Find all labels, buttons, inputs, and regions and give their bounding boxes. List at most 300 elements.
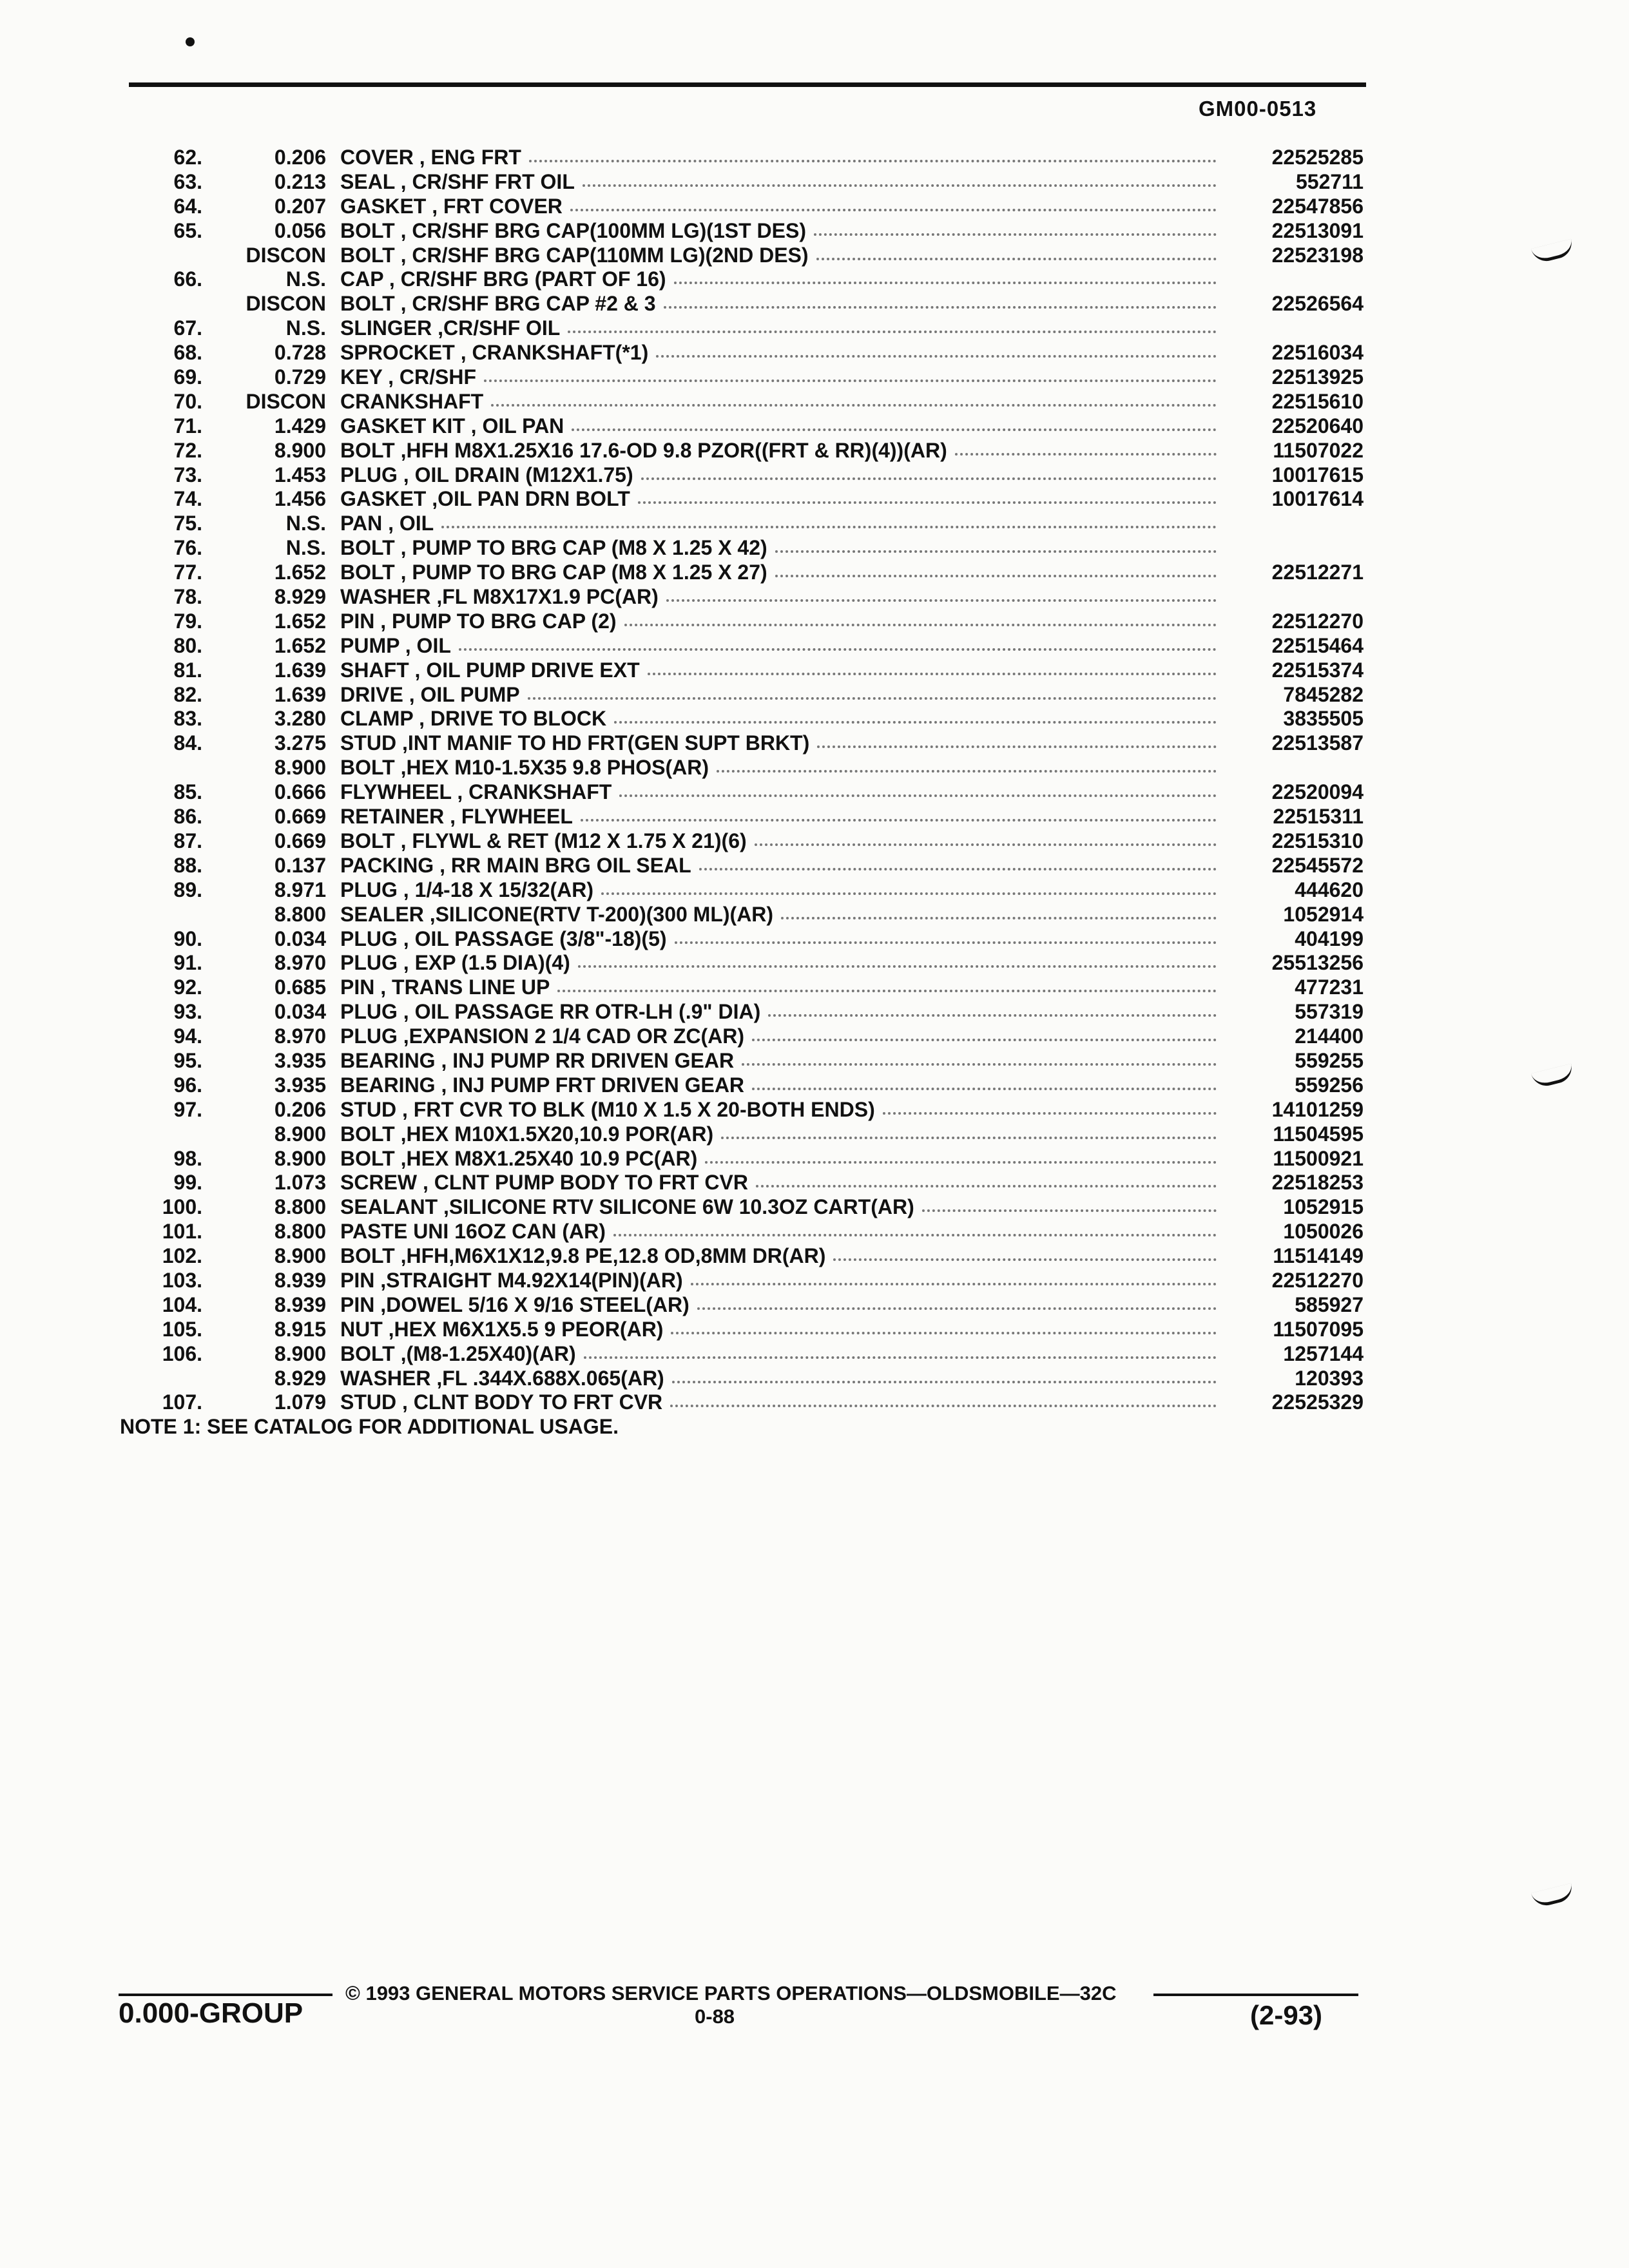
- part-description: FLYWHEEL , CRANKSHAFT: [340, 780, 612, 804]
- part-description: PIN ,STRAIGHT M4.92X14(PIN)(AR): [340, 1268, 683, 1292]
- leader-dots: [922, 1195, 1217, 1212]
- item-number: 103.: [162, 1268, 202, 1292]
- price-code: 8.900: [274, 1341, 326, 1365]
- leader-dots: [581, 805, 1217, 822]
- part-row: [0, 1122, 1629, 1147]
- item-number: 76.: [173, 536, 202, 560]
- item-number: 104.: [162, 1293, 202, 1316]
- part-number: 22523198: [1271, 243, 1364, 267]
- part-number: 1257144: [1283, 1341, 1364, 1365]
- part-row: [0, 927, 1629, 952]
- item-number: 81.: [173, 658, 202, 682]
- leader-dots: [570, 195, 1217, 211]
- price-code: 8.970: [274, 951, 326, 975]
- price-code: 1.429: [274, 414, 326, 437]
- price-code: 1.652: [274, 561, 326, 584]
- part-row: [0, 1049, 1629, 1073]
- part-row: [0, 267, 1629, 292]
- item-number: 96.: [173, 1073, 202, 1097]
- part-description-cell: [340, 878, 1217, 903]
- part-number: 22520094: [1271, 780, 1364, 804]
- leader-dots: [459, 634, 1217, 651]
- part-number: 444620: [1295, 878, 1364, 901]
- item-number: 69.: [173, 365, 202, 389]
- part-description: PLUG , OIL DRAIN (M12X1.75): [340, 463, 633, 486]
- item-number: 94.: [173, 1024, 202, 1048]
- part-number: 214400: [1295, 1024, 1364, 1048]
- part-number: 22547856: [1271, 194, 1364, 218]
- part-description-cell: [340, 829, 1217, 854]
- price-code: 1.073: [274, 1171, 326, 1195]
- page-number: 0-88: [695, 2005, 735, 2028]
- part-row: [0, 805, 1629, 829]
- leader-dots: [656, 341, 1217, 358]
- item-number: 87.: [173, 829, 202, 852]
- leader-dots: [717, 756, 1217, 773]
- part-number: 22515311: [1273, 805, 1364, 829]
- item-number: 100.: [162, 1195, 202, 1219]
- part-row: [0, 829, 1629, 854]
- part-number: 10017615: [1271, 463, 1364, 486]
- part-description: BEARING , INJ PUMP RR DRIVEN GEAR: [340, 1048, 735, 1072]
- part-description-cell: [340, 341, 1217, 365]
- item-number: 85.: [173, 780, 202, 804]
- price-code: 0.666: [274, 780, 326, 804]
- part-row: [0, 1367, 1629, 1391]
- part-description: WASHER ,FL .344X.688X.065(AR): [340, 1366, 664, 1390]
- item-number: 102.: [162, 1244, 202, 1268]
- item-number: 64.: [173, 194, 202, 218]
- part-row: [0, 390, 1629, 414]
- price-code: N.S.: [285, 316, 326, 340]
- part-description: GASKET KIT , OIL PAN: [340, 414, 564, 437]
- leader-dots: [697, 1293, 1217, 1310]
- part-row: [0, 707, 1629, 731]
- part-number: 14101259: [1271, 1097, 1364, 1121]
- leader-dots: [584, 1342, 1217, 1359]
- part-description-cell: [340, 707, 1217, 731]
- part-number: 11514149: [1273, 1244, 1364, 1268]
- leader-dots: [752, 1073, 1217, 1090]
- part-description: SPROCKET , CRANKSHAFT(*1): [340, 341, 649, 365]
- item-number: 71.: [173, 414, 202, 437]
- part-description-cell: [340, 927, 1217, 952]
- part-row: [0, 146, 1629, 170]
- part-description-cell: [340, 805, 1217, 829]
- price-code: 1.652: [274, 633, 326, 657]
- item-number: 107.: [162, 1390, 202, 1414]
- leader-dots: [814, 219, 1217, 236]
- item-number: 75.: [173, 512, 202, 535]
- part-row: [0, 536, 1629, 561]
- part-row: [0, 756, 1629, 780]
- part-row: [0, 1269, 1629, 1293]
- part-row: [0, 512, 1629, 536]
- part-row: [0, 1318, 1629, 1342]
- item-number: 84.: [173, 731, 202, 755]
- part-number: 22513925: [1271, 365, 1364, 389]
- item-number: 72.: [173, 438, 202, 462]
- part-description-cell: [340, 316, 1217, 341]
- part-number: 557319: [1295, 1000, 1364, 1024]
- item-number: 93.: [173, 1000, 202, 1024]
- part-number: 404199: [1295, 927, 1364, 950]
- part-description-cell: [340, 1367, 1217, 1391]
- part-description: PLUG , 1/4-18 X 15/32(AR): [340, 878, 594, 901]
- part-number: 22526564: [1271, 292, 1364, 316]
- price-code: 3.275: [274, 731, 326, 755]
- price-code: 8.939: [274, 1293, 326, 1316]
- part-number: 22512271: [1271, 561, 1364, 584]
- price-code: 3.280: [274, 707, 326, 731]
- part-description: SEALANT ,SILICONE RTV SILICONE 6W 10.3OZ CART(AR): [340, 1195, 914, 1219]
- part-row: [0, 365, 1629, 390]
- part-number: 3835505: [1283, 707, 1364, 731]
- item-number: 68.: [173, 341, 202, 365]
- part-description: SEAL , CR/SHF FRT OIL: [340, 169, 575, 193]
- part-row: [0, 951, 1629, 975]
- part-description-cell: [340, 1049, 1217, 1073]
- price-code: 0.206: [274, 1097, 326, 1121]
- part-row: [0, 903, 1629, 927]
- item-number: 92.: [173, 975, 202, 999]
- part-number: 559255: [1295, 1048, 1364, 1072]
- part-description: PLUG , OIL PASSAGE RR OTR-LH (.9" DIA): [340, 1000, 761, 1024]
- part-number: 22545572: [1271, 853, 1364, 877]
- part-description-cell: [340, 1024, 1217, 1049]
- price-code: 8.800: [274, 1195, 326, 1219]
- copyright-line: © 1993 GENERAL MOTORS SERVICE PARTS OPERATIONS—OLDSMOBILE—32C: [345, 1982, 1117, 2004]
- part-number: 22515374: [1271, 658, 1364, 682]
- leader-dots: [775, 561, 1217, 577]
- part-description-cell: [340, 1073, 1217, 1098]
- leader-dots: [756, 1171, 1217, 1187]
- part-description-cell: [340, 195, 1217, 219]
- top-rule: [129, 82, 1366, 87]
- item-number: 101.: [162, 1220, 202, 1244]
- item-number: 78.: [173, 585, 202, 609]
- part-row: [0, 610, 1629, 634]
- part-row: [0, 854, 1629, 878]
- leader-dots: [675, 927, 1217, 944]
- part-description: SCREW , CLNT PUMP BODY TO FRT CVR: [340, 1171, 748, 1195]
- part-description-cell: [340, 146, 1217, 170]
- leader-dots: [955, 439, 1217, 456]
- part-description: CRANKSHAFT: [340, 389, 484, 413]
- leader-dots: [666, 585, 1217, 602]
- part-description-cell: [340, 1342, 1217, 1367]
- leader-dots: [768, 1000, 1217, 1017]
- part-row: [0, 634, 1629, 658]
- price-code: 0.729: [274, 365, 326, 389]
- part-row: [0, 1342, 1629, 1367]
- leader-dots: [484, 365, 1217, 382]
- leader-dots: [664, 292, 1217, 309]
- part-number: 25513256: [1271, 951, 1364, 975]
- part-number: 22512270: [1271, 609, 1364, 633]
- leader-dots: [817, 731, 1217, 748]
- part-row: [0, 585, 1629, 610]
- leader-dots: [721, 1122, 1217, 1139]
- part-row: [0, 316, 1629, 341]
- part-row: [0, 1390, 1629, 1415]
- document-id: GM00-0513: [1199, 97, 1317, 120]
- price-code: 8.800: [274, 1220, 326, 1244]
- item-number: 70.: [173, 389, 202, 413]
- part-description: BOLT , FLYWL & RET (M12 X 1.75 X 21)(6): [340, 829, 747, 852]
- price-code: 0.685: [274, 975, 326, 999]
- footnote: NOTE 1: SEE CATALOG FOR ADDITIONAL USAGE.: [120, 1415, 619, 1438]
- leader-dots: [705, 1147, 1217, 1164]
- part-number: 22515464: [1271, 633, 1364, 657]
- leader-dots: [624, 610, 1217, 626]
- price-code: N.S.: [285, 267, 326, 291]
- part-description-cell: [340, 439, 1217, 463]
- part-row: [0, 1024, 1629, 1049]
- leader-dots: [614, 707, 1217, 724]
- part-description: BOLT ,(M8-1.25X40)(AR): [340, 1341, 576, 1365]
- part-description: STUD , CLNT BODY TO FRT CVR: [340, 1390, 663, 1414]
- part-number: 22525329: [1271, 1390, 1364, 1414]
- part-row: [0, 780, 1629, 805]
- part-row: [0, 341, 1629, 365]
- leader-dots: [601, 878, 1217, 895]
- price-code: 0.034: [274, 1000, 326, 1024]
- part-row: [0, 170, 1629, 195]
- leader-dots: [672, 1367, 1217, 1383]
- part-description: BOLT ,HEX M10-1.5X35 9.8 PHOS(AR): [340, 756, 709, 780]
- leader-dots: [752, 1024, 1217, 1041]
- part-description: BOLT , PUMP TO BRG CAP (M8 X 1.25 X 27): [340, 561, 767, 584]
- leader-dots: [755, 829, 1217, 846]
- part-description-cell: [340, 487, 1217, 512]
- part-description-cell: [340, 561, 1217, 585]
- part-description: BOLT ,HFH M8X1.25X16 17.6-OD 9.8 PZOR((FRT & RR)(4))(AR): [340, 438, 947, 462]
- part-description: PIN , PUMP TO BRG CAP (2): [340, 609, 617, 633]
- part-description-cell: [340, 1390, 1217, 1415]
- part-description: PLUG ,EXPANSION 2 1/4 CAD OR ZC(AR): [340, 1024, 745, 1048]
- leader-dots: [638, 487, 1217, 504]
- part-row: [0, 1000, 1629, 1024]
- price-code: DISCON: [246, 389, 326, 413]
- price-code: 8.900: [274, 756, 326, 780]
- punch-dot: [186, 37, 195, 46]
- part-description-cell: [340, 1220, 1217, 1244]
- part-description: BOLT , CR/SHF BRG CAP(110MM LG)(2ND DES): [340, 243, 809, 267]
- part-description-cell: [340, 1147, 1217, 1171]
- item-number: 77.: [173, 561, 202, 584]
- item-number: 73.: [173, 463, 202, 486]
- part-description: COVER , ENG FRT: [340, 146, 521, 169]
- price-code: 8.970: [274, 1024, 326, 1048]
- price-code: 3.935: [274, 1073, 326, 1097]
- item-number: 65.: [173, 218, 202, 242]
- price-code: N.S.: [285, 536, 326, 560]
- price-code: 8.900: [274, 1122, 326, 1146]
- part-description-cell: [340, 1269, 1217, 1293]
- part-number: 7845282: [1283, 682, 1364, 706]
- part-number: 585927: [1295, 1293, 1364, 1316]
- item-number: 99.: [173, 1171, 202, 1195]
- part-number: 22520640: [1271, 414, 1364, 437]
- part-number: 22516034: [1271, 341, 1364, 365]
- price-code: 1.639: [274, 682, 326, 706]
- price-code: 0.137: [274, 853, 326, 877]
- price-code: 3.935: [274, 1048, 326, 1072]
- part-description-cell: [340, 219, 1217, 244]
- part-description-cell: [340, 585, 1217, 610]
- leader-dots: [619, 780, 1217, 797]
- price-code: 0.207: [274, 194, 326, 218]
- part-description: BEARING , INJ PUMP FRT DRIVEN GEAR: [340, 1073, 745, 1097]
- leader-dots: [641, 463, 1217, 480]
- part-row: [0, 1073, 1629, 1098]
- part-description-cell: [340, 756, 1217, 780]
- price-code: 0.669: [274, 829, 326, 852]
- part-description: CAP , CR/SHF BRG (PART OF 16): [340, 267, 666, 291]
- part-row: [0, 219, 1629, 244]
- part-number: 477231: [1295, 975, 1364, 999]
- parts-list: [0, 146, 1629, 1415]
- part-description: BOLT ,HEX M10X1.5X20,10.9 POR(AR): [340, 1122, 714, 1146]
- part-description: STUD ,INT MANIF TO HD FRT(GEN SUPT BRKT): [340, 731, 810, 755]
- part-row: [0, 1195, 1629, 1220]
- price-code: DISCON: [246, 292, 326, 316]
- part-description: PIN , TRANS LINE UP: [340, 975, 550, 999]
- margin-tick-mark: [1531, 1883, 1575, 1909]
- part-number: 10017614: [1271, 487, 1364, 511]
- part-description-cell: [340, 1244, 1217, 1269]
- part-description-cell: [340, 1000, 1217, 1024]
- part-number: 22513091: [1271, 218, 1364, 242]
- part-number: 22513587: [1271, 731, 1364, 755]
- leader-dots: [557, 975, 1217, 992]
- part-description-cell: [340, 634, 1217, 658]
- part-description: SEALER ,SILICONE(RTV T-200)(300 ML)(AR): [340, 902, 774, 926]
- part-number: 120393: [1295, 1366, 1364, 1390]
- price-code: 1.453: [274, 463, 326, 486]
- part-row: [0, 561, 1629, 585]
- part-description-cell: [340, 244, 1217, 268]
- leader-dots: [671, 1318, 1217, 1334]
- part-description-cell: [340, 683, 1217, 707]
- leader-dots: [568, 316, 1217, 333]
- part-description-cell: [340, 903, 1217, 927]
- part-row: [0, 414, 1629, 439]
- leader-dots: [528, 683, 1217, 700]
- price-code: 0.056: [274, 218, 326, 242]
- item-number: 63.: [173, 169, 202, 193]
- part-description-cell: [340, 731, 1217, 756]
- item-number: 62.: [173, 146, 202, 169]
- part-row: [0, 463, 1629, 488]
- part-row: [0, 487, 1629, 512]
- price-code: 8.915: [274, 1317, 326, 1341]
- leader-dots: [775, 536, 1217, 553]
- leader-dots: [742, 1049, 1217, 1066]
- item-number: 95.: [173, 1048, 202, 1072]
- part-row: [0, 1147, 1629, 1171]
- part-description: SHAFT , OIL PUMP DRIVE EXT: [340, 658, 640, 682]
- part-row: [0, 1098, 1629, 1122]
- item-number: 79.: [173, 609, 202, 633]
- leader-dots: [833, 1244, 1217, 1261]
- price-code: 8.900: [274, 1244, 326, 1268]
- part-description: GASKET , FRT COVER: [340, 194, 563, 218]
- item-number: 86.: [173, 805, 202, 829]
- part-number: 552711: [1295, 169, 1364, 193]
- part-description-cell: [340, 1293, 1217, 1318]
- leader-dots: [613, 1220, 1217, 1236]
- leader-dots: [674, 267, 1217, 284]
- part-description: PIN ,DOWEL 5/16 X 9/16 STEEL(AR): [340, 1293, 689, 1316]
- price-code: 1.652: [274, 609, 326, 633]
- part-description-cell: [340, 414, 1217, 439]
- item-number: 90.: [173, 927, 202, 950]
- leader-dots: [883, 1098, 1217, 1115]
- part-description: PACKING , RR MAIN BRG OIL SEAL: [340, 853, 691, 877]
- price-code: DISCON: [246, 243, 326, 267]
- part-description: BOLT , CR/SHF BRG CAP #2 & 3: [340, 292, 656, 316]
- part-description: BOLT ,HFH,M6X1X12,9.8 PE,12.8 OD,8MM DR(AR): [340, 1244, 826, 1268]
- part-number: 1050026: [1283, 1220, 1364, 1244]
- part-number: 11507022: [1273, 438, 1364, 462]
- part-description-cell: [340, 780, 1217, 805]
- part-description: BOLT , CR/SHF BRG CAP(100MM LG)(1ST DES): [340, 218, 806, 242]
- part-description-cell: [340, 854, 1217, 878]
- part-description-cell: [340, 610, 1217, 634]
- item-number: 74.: [173, 487, 202, 511]
- part-description-cell: [340, 365, 1217, 390]
- part-description-cell: [340, 463, 1217, 488]
- part-number: 22515610: [1271, 389, 1364, 413]
- part-row: [0, 658, 1629, 683]
- part-description-cell: [340, 267, 1217, 292]
- part-description-cell: [340, 1122, 1217, 1147]
- revision-date: (2-93): [1250, 2000, 1323, 2030]
- footer-rule-right: [1153, 1994, 1358, 1996]
- part-row: [0, 1220, 1629, 1244]
- price-code: N.S.: [285, 512, 326, 535]
- part-row: [0, 731, 1629, 756]
- part-row: [0, 1293, 1629, 1318]
- part-number: 22512270: [1271, 1268, 1364, 1292]
- price-code: 8.900: [274, 438, 326, 462]
- part-number: 559256: [1295, 1073, 1364, 1097]
- item-number: 98.: [173, 1146, 202, 1170]
- group-label: 0.000-GROUP: [119, 1997, 304, 2029]
- price-code: 8.900: [274, 1146, 326, 1170]
- footer-rule-left: [119, 1994, 333, 1996]
- part-description-cell: [340, 1171, 1217, 1195]
- item-number: 97.: [173, 1097, 202, 1121]
- part-row: [0, 195, 1629, 219]
- part-row: [0, 683, 1629, 707]
- part-number: 11504595: [1273, 1122, 1364, 1146]
- leader-dots: [781, 903, 1217, 919]
- part-description: PUMP , OIL: [340, 633, 451, 657]
- part-row: [0, 1171, 1629, 1195]
- item-number: 83.: [173, 707, 202, 731]
- part-description-cell: [340, 1318, 1217, 1342]
- price-code: 8.939: [274, 1268, 326, 1292]
- item-number: 106.: [162, 1341, 202, 1365]
- part-number: 1052914: [1283, 902, 1364, 926]
- price-code: 8.929: [274, 1366, 326, 1390]
- item-number: 67.: [173, 316, 202, 340]
- part-description: RETAINER , FLYWHEEL: [340, 805, 573, 829]
- leader-dots: [572, 414, 1217, 431]
